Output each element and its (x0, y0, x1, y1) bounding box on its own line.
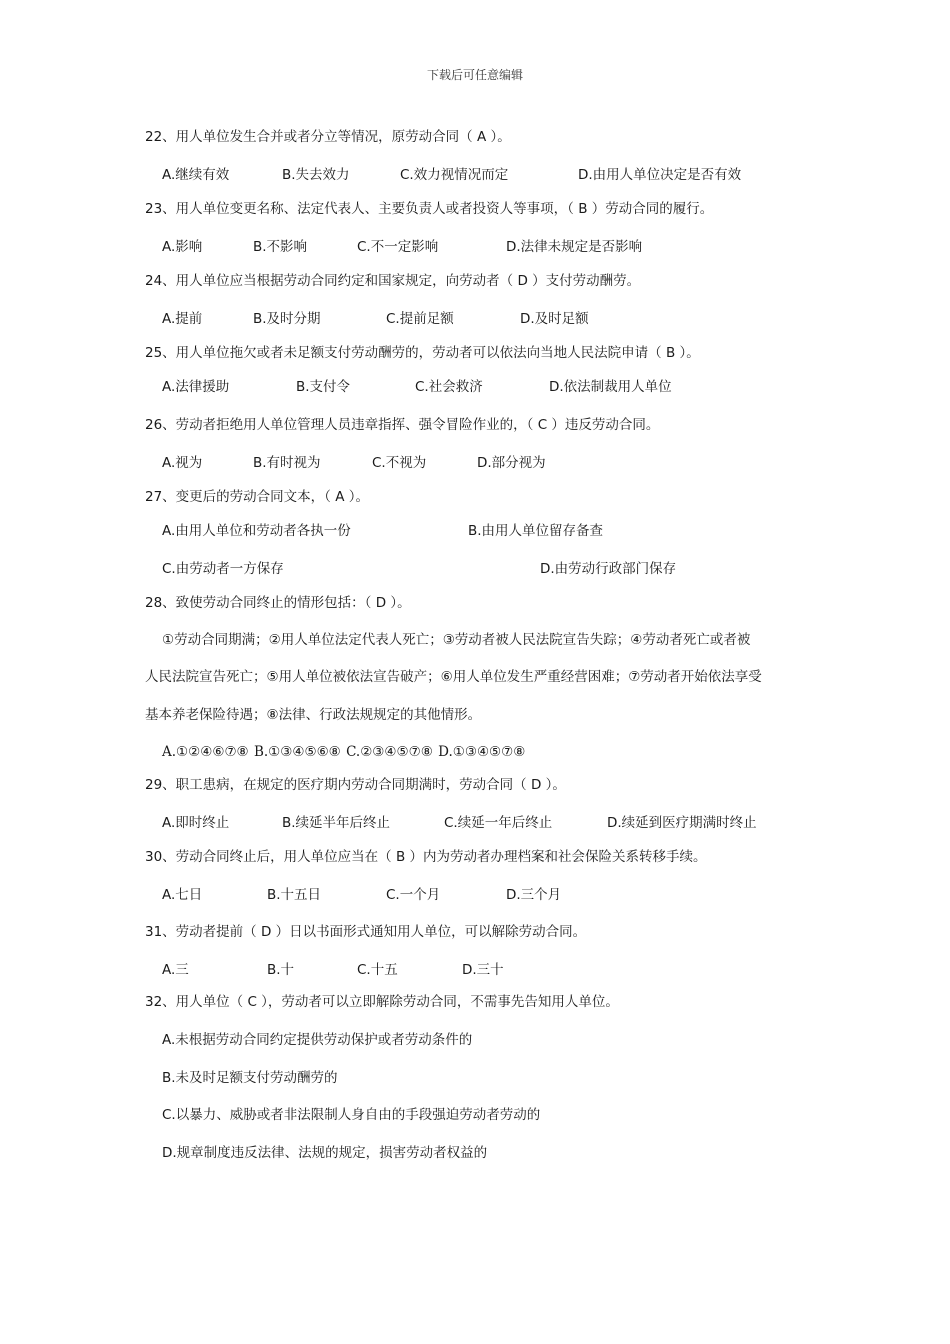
q23-option-c: C.不一定影响 (357, 239, 439, 255)
page-header: 下载后可任意编辑 (426, 68, 523, 82)
question-27: 27、变更后的劳动合同文本，（ A ）。 (145, 489, 369, 505)
q24-option-a: A.提前 (162, 311, 203, 327)
question-25: 25、用人单位拖欠或者未足额支付劳动酬劳的，劳动者可以依法向当地人民法院申请（ B ）。 (145, 345, 700, 361)
q25-option-c: C.社会救济 (415, 379, 483, 395)
q26-option-d: D.部分视为 (477, 455, 546, 471)
q25-option-a: A.法律援助 (162, 379, 230, 395)
q30-option-a: A.七日 (162, 887, 203, 903)
q28-conditions-line-3: 基本养老保险待遇；⑧法律、行政法规规定的其他情形。 (145, 707, 482, 723)
question-23: 23、用人单位变更名称、法定代表人、主要负责人或者投资人等事项，（ B ）劳动合同的履行。 (145, 201, 714, 217)
q32-option-b: B.未及时足额支付劳动酬劳的 (162, 1070, 338, 1086)
q24-option-c: C.提前足额 (386, 311, 454, 327)
q23-option-a: A.影响 (162, 239, 203, 255)
q29-option-d: D.续延到医疗期满时终止 (607, 815, 757, 831)
q28-conditions-line-2: 人民法院宣告死亡；⑤用人单位被依法宣告破产；⑥用人单位发生严重经营困难；⑦劳动者开始依法享受 (145, 669, 762, 685)
q27-option-a: A.由用人单位和劳动者各执一份 (162, 523, 351, 539)
q22-option-d: D.由用人单位决定是否有效 (578, 167, 742, 183)
q30-option-b: B.十五日 (267, 887, 322, 903)
question-26: 26、劳动者拒绝用人单位管理人员违章指挥、强令冒险作业的，（ C ）违反劳动合同。 (145, 417, 660, 433)
q31-option-c: C.十五 (357, 962, 398, 978)
q31-option-d: D.三十 (462, 962, 504, 978)
q30-option-c: C.一个月 (386, 887, 441, 903)
q23-option-d: D.法律未规定是否影响 (506, 239, 643, 255)
question-22: 22、用人单位发生合并或者分立等情况，原劳动合同（ A ）。 (145, 129, 511, 145)
q22-option-a: A.继续有效 (162, 167, 230, 183)
q24-option-d: D.及时足额 (520, 311, 589, 327)
question-28: 28、致使劳动合同终止的情形包括：（ D ）。 (145, 595, 411, 611)
q29-option-a: A.即时终止 (162, 815, 230, 831)
q27-option-c: C.由劳动者一方保存 (162, 561, 284, 577)
q23-option-b: B.不影响 (253, 239, 308, 255)
q22-option-c: C.效力视情况而定 (400, 167, 509, 183)
question-30: 30、劳动合同终止后，用人单位应当在（ B ）内为劳动者办理档案和社会保险关系转移手续。 (145, 849, 707, 865)
q25-option-b: B.支付令 (296, 379, 351, 395)
q29-option-c: C.续延一年后终止 (444, 815, 553, 831)
q28-options: A.①②④⑥⑦⑧ B.①③④⑤⑥⑧ C.②③④⑤⑦⑧ D.①③④⑤⑦⑧ (162, 744, 526, 760)
q31-option-b: B.十 (267, 962, 295, 978)
question-32: 32、用人单位（ C ），劳动者可以立即解除劳动合同，不需事先告知用人单位。 (145, 994, 619, 1010)
q31-option-a: A.三 (162, 962, 189, 978)
q26-option-c: C.不视为 (372, 455, 427, 471)
q32-option-c: C.以暴力、威胁或者非法限制人身自由的手段强迫劳动者劳动的 (162, 1107, 541, 1123)
q32-option-d: D.规章制度违反法律、法规的规定，损害劳动者权益的 (162, 1145, 488, 1161)
q30-option-d: D.三个月 (506, 887, 562, 903)
q29-option-b: B.续延半年后终止 (282, 815, 391, 831)
q26-option-b: B.有时视为 (253, 455, 321, 471)
q28-conditions-line-1: ①劳动合同期满；②用人单位法定代表人死亡；③劳动者被人民法院宣告失踪；④劳动者死亡或者被 (162, 632, 751, 648)
q27-option-d: D.由劳动行政部门保存 (540, 561, 677, 577)
q26-option-a: A.视为 (162, 455, 203, 471)
q24-option-b: B.及时分期 (253, 311, 321, 327)
q32-option-a: A.未根据劳动合同约定提供劳动保护或者劳动条件的 (162, 1032, 473, 1048)
question-31: 31、劳动者提前（ D ）日以书面形式通知用人单位，可以解除劳动合同。 (145, 924, 587, 940)
question-29: 29、职工患病，在规定的医疗期内劳动合同期满时，劳动合同（ D ）。 (145, 777, 566, 793)
q22-option-b: B.失去效力 (282, 167, 350, 183)
question-24: 24、用人单位应当根据劳动合同约定和国家规定，向劳动者（ D ）支付劳动酬劳。 (145, 273, 641, 289)
q25-option-d: D.依法制裁用人单位 (549, 379, 672, 395)
q27-option-b: B.由用人单位留存备查 (468, 523, 604, 539)
